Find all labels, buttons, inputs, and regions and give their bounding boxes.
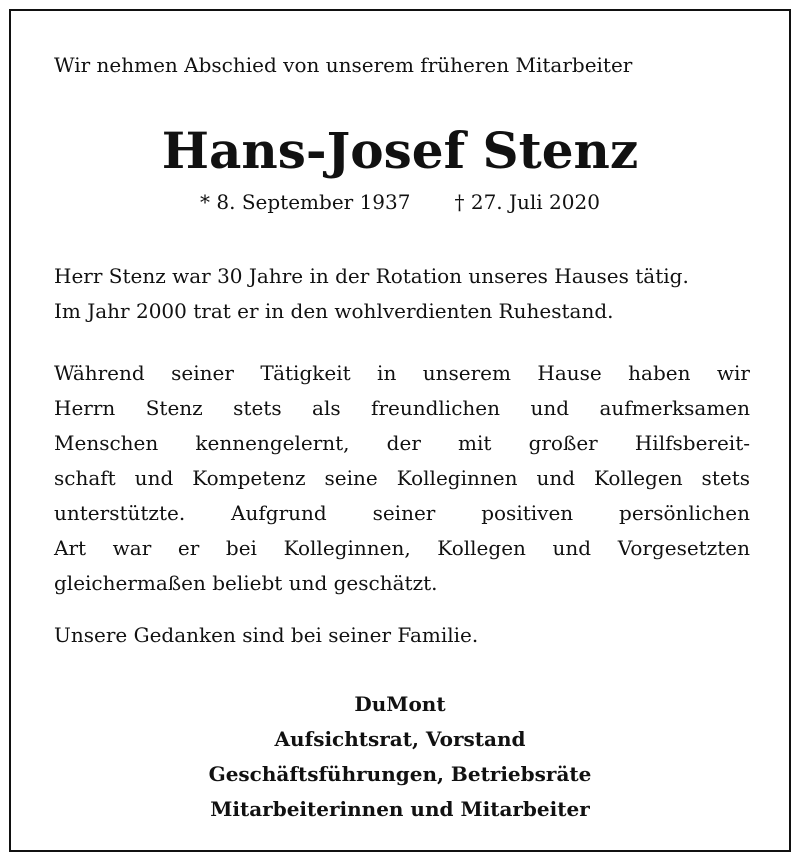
paragraph-line: Im Jahr 2000 trat er in den wohlverdienten Ruhestand. [54,299,614,323]
death-date: † 27. Juli 2020 [454,190,600,214]
paragraph-tribute [54,356,750,601]
paragraph-line: Unsere Gedanken sind bei seiner Familie. [54,623,479,647]
obituary-notice [9,9,791,852]
signature-line: Mitarbeiterinnen und Mitarbeiter [210,797,590,821]
paragraph-line: unterstützte. Aufgrund seiner positiven persönlichen [54,501,750,525]
paragraph-line: Menschen kennengelernt, der mit großer Hilfsbereit- [54,431,750,455]
deceased-name: Hans-Josef Stenz [161,121,639,180]
paragraph-line: Herrn Stenz stets als freundlichen und aufmerksamen [54,396,750,420]
paragraph-line: Herr Stenz war 30 Jahre in der Rotation unseres Hauses tätig. [54,264,689,288]
intro-line: Wir nehmen Abschied von unserem früheren Mitarbeiter [54,53,633,77]
paragraph-condolence [54,618,750,653]
signature-line: Geschäftsführungen, Betriebsräte [208,762,592,786]
paragraph-line: Während seiner Tätigkeit in unserem Hause haben wir [54,361,750,385]
paragraph-line: gleichermaßen beliebt und geschätzt. [54,571,438,595]
signature-line: Aufsichtsrat, Vorstand [274,727,526,751]
paragraph-career [54,259,750,329]
paragraph-line: Art war er bei Kolleginnen, Kollegen und Vorgesetzten [54,536,750,560]
signature-company: DuMont [354,692,446,716]
birth-date: * 8. September 1937 [200,190,411,214]
life-dates [11,189,789,215]
signature-block [11,687,789,827]
paragraph-line: schaft und Kompetenz seine Kolleginnen und Kollegen stets [54,466,750,490]
